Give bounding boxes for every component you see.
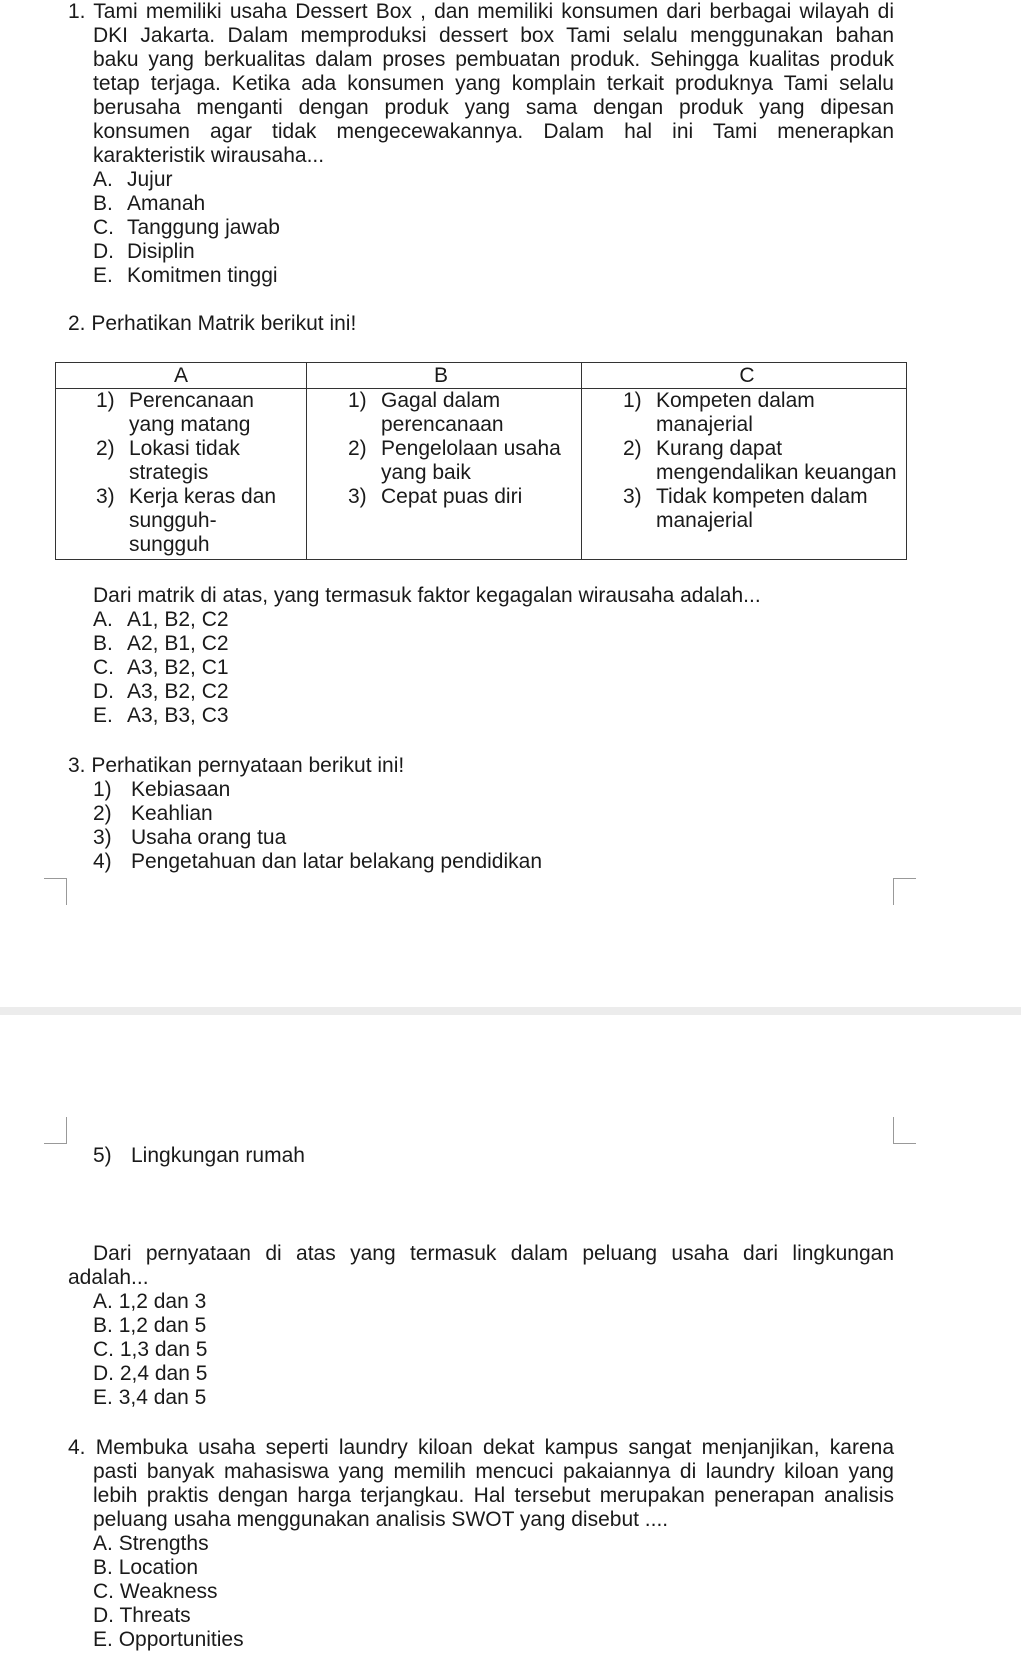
q1-option-b: B. Amanah [93, 192, 206, 215]
matrix-a3-text: Kerja keras dan [129, 485, 277, 508]
matrix-header-b: B [433, 364, 448, 387]
q3-question: adalah... [68, 1266, 149, 1289]
q4-option-e: E. Opportunities [93, 1628, 244, 1651]
matrix-a3-text: sungguh [129, 533, 210, 556]
page-corner-mark [893, 878, 916, 905]
page-corner-mark [44, 878, 67, 905]
q2-stem: 2. Perhatikan Matrik berikut ini! [68, 312, 357, 335]
q3-statement-5: 5) Lingkungan rumah [93, 1144, 305, 1167]
q4-option-a: A. Strengths [93, 1532, 209, 1555]
column-divider [306, 363, 307, 559]
matrix-c3-num: 3) [623, 485, 642, 508]
matrix-a1-num: 1) [96, 389, 115, 412]
q4-option-c: C. Weakness [93, 1580, 218, 1603]
page-break [0, 1007, 1021, 1015]
matrix-b2-num: 2) [348, 437, 367, 460]
q3-statement-3: 3) Usaha orang tua [93, 826, 287, 849]
q3-option-e: E. 3,4 dan 5 [93, 1386, 207, 1409]
q1-option-d: D. Disiplin [93, 240, 195, 263]
q1-line: baku yang berkualitas dalam proses pembuatan produk. Sehingga kualitas produk [93, 48, 894, 71]
matrix-c3-text: manajerial [656, 509, 753, 532]
q3-option-b: B. 1,2 dan 5 [93, 1314, 207, 1337]
q2-option-c: C. A3, B2, C1 [93, 656, 229, 679]
q1-line: konsumen agar tidak mengecewakannya. Dalam hal ini Tami menerapkan [93, 120, 894, 143]
matrix-a2-num: 2) [96, 437, 115, 460]
q3-statement-2: 2) Keahlian [93, 802, 213, 825]
q4-line: pasti banyak mahasiswa yang memilih mencuci pakaiannya di laundry kiloan yang [93, 1460, 894, 1483]
matrix-b2-text: yang baik [381, 461, 471, 484]
q2-option-a: A. A1, B2, C2 [93, 608, 229, 631]
q4-line: 4. Membuka usaha seperti laundry kiloan dekat kampus sangat menjanjikan, karena [68, 1436, 894, 1459]
matrix-c1-num: 1) [623, 389, 642, 412]
matrix-a3-num: 3) [96, 485, 115, 508]
column-divider [581, 363, 582, 559]
matrix-b1-num: 1) [348, 389, 367, 412]
q1-option-a: A. Jujur [93, 168, 173, 191]
matrix-c2-text: Kurang dapat [656, 437, 783, 460]
matrix-b3-num: 3) [348, 485, 367, 508]
q2-option-d: D. A3, B2, C2 [93, 680, 229, 703]
page-corner-mark [893, 1117, 916, 1144]
q2-question: Dari matrik di atas, yang termasuk faktor kegagalan wirausaha adalah... [93, 584, 761, 607]
q2-option-e: E. A3, B3, C3 [93, 704, 229, 727]
q3-statement-4: 4) Pengetahuan dan latar belakang pendidikan [93, 850, 543, 873]
q1-line: berusaha menganti dengan produk yang sama dengan produk yang dipesan [93, 96, 894, 119]
q4-option-b: B. Location [93, 1556, 199, 1579]
q4-line: peluang usaha menggunakan analisis SWOT yang disebut .... [93, 1508, 669, 1531]
matrix-c3-text: Tidak kompeten dalam [656, 485, 868, 508]
q4-line: lebih praktis dengan harga terjangkau. Hal tersebut merupakan penerapan analisis [93, 1484, 894, 1507]
q3-statement-1: 1) Kebiasaan [93, 778, 231, 801]
matrix-b3-text: Cepat puas diri [381, 485, 523, 508]
q4-option-d: D. Threats [93, 1604, 191, 1627]
q3-option-d: D. 2,4 dan 5 [93, 1362, 208, 1385]
matrix-header-c: C [739, 364, 755, 387]
q2-option-b: B. A2, B1, C2 [93, 632, 229, 655]
page-corner-mark [44, 1117, 67, 1144]
q3-question: Dari pernyataan di atas yang termasuk dalam peluang usaha dari lingkungan [93, 1242, 894, 1265]
matrix-b2-text: Pengelolaan usaha [381, 437, 561, 460]
q3-stem: 3. Perhatikan pernyataan berikut ini! [68, 754, 405, 777]
q1-line: DKI Jakarta. Dalam memproduksi dessert box Tami selalu menggunakan bahan [93, 24, 894, 47]
matrix-header-a: A [173, 364, 188, 387]
matrix-b1-text: perencanaan [381, 413, 504, 436]
matrix-a3-text: sungguh- [129, 509, 217, 532]
matrix-c1-text: Kompeten dalam [656, 389, 815, 412]
matrix-c2-text: mengendalikan keuangan [656, 461, 897, 484]
q1-line: 1. Tami memiliki usaha Dessert Box , dan memiliki konsumen dari berbagai wilayah di [68, 0, 894, 23]
matrix-a2-text: Lokasi tidak [129, 437, 240, 460]
matrix-a1-text: yang matang [129, 413, 251, 436]
matrix-a1-text: Perencanaan [129, 389, 254, 412]
q1-option-c: C. Tanggung jawab [93, 216, 280, 239]
matrix-table [55, 362, 907, 560]
matrix-a2-text: strategis [129, 461, 209, 484]
q1-line: karakteristik wirausaha... [93, 144, 325, 167]
q3-option-c: C. 1,3 dan 5 [93, 1338, 208, 1361]
matrix-b1-text: Gagal dalam [381, 389, 501, 412]
matrix-c2-num: 2) [623, 437, 642, 460]
matrix-c1-text: manajerial [656, 413, 753, 436]
q1-option-e: E. Komitmen tinggi [93, 264, 278, 287]
q1-line: tetap terjaga. Ketika ada konsumen yang komplain terkait produknya Tami selalu [93, 72, 894, 95]
q3-option-a: A. 1,2 dan 3 [93, 1290, 207, 1313]
